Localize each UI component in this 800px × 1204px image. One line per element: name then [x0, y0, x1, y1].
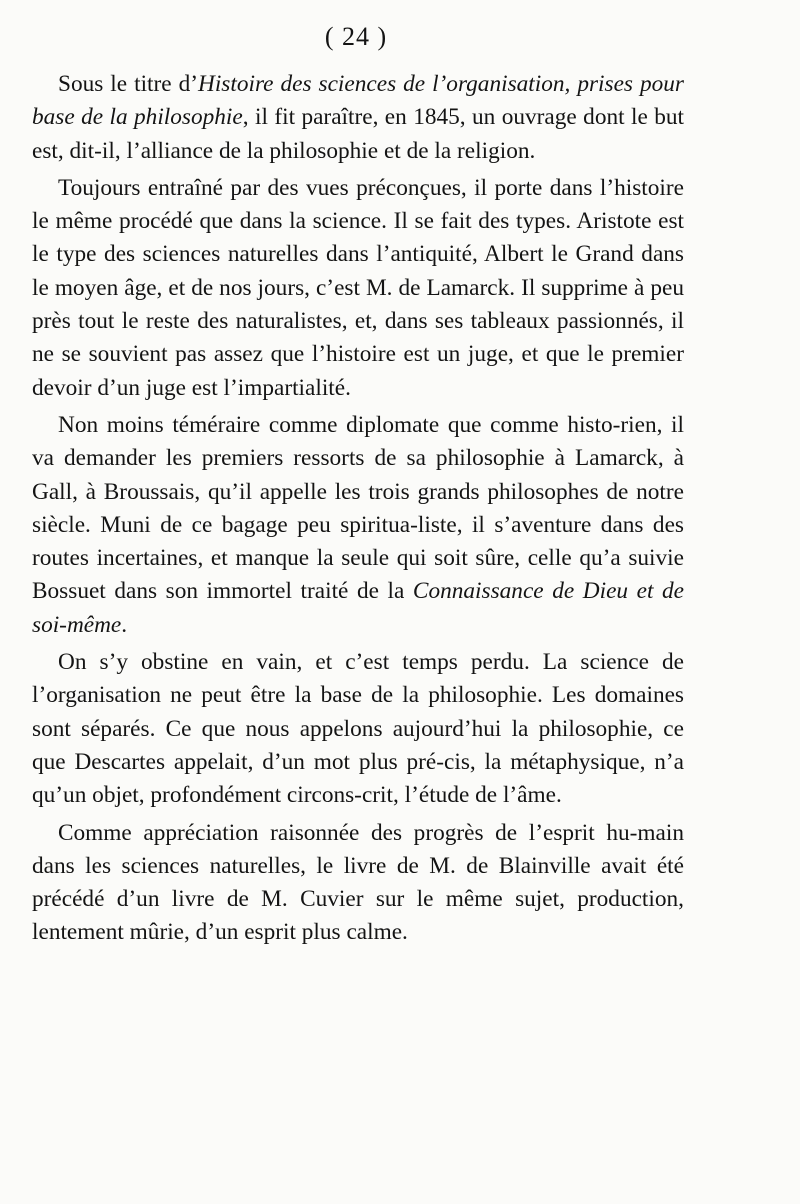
italic-title: Histoire des sciences de l’organisation, prises pour base de la philosophie — [32, 71, 684, 131]
paragraph-5 — [32, 817, 684, 950]
text-run: Non moins téméraire comme diplomate que comme histo-rien, il va demander les premiers ressorts de sa philosophie à Lamarck, à Gall, à Broussais, qu’il appelle les trois grands philosophes de notre siècle. Muni de ce bagage peu spiritua-liste, il s’aventure dans des routes incertaines, et manque la seule qui soit sûre, celle qu’a suivie Bossuet dans son immortel traité de la — [32, 411, 684, 605]
text-run: . — [121, 611, 128, 638]
body-text — [32, 68, 684, 950]
text-run: , il fit paraître, en 1845, un ouvrage dont le but est, dit-il, l’alliance de la philosophie et de la religion. — [32, 104, 684, 164]
paragraph-1 — [32, 68, 684, 168]
paragraph-2 — [32, 172, 684, 405]
italic-title: Connaissance de Dieu et de soi-même — [32, 578, 684, 638]
text-run: Sous le titre d’ — [58, 71, 198, 97]
text-run: Toujours entraîné par des vues préconçues, il porte dans l’histoire le même procédé que dans la science. Il se fait des types. Aristote est le type des sciences naturelles dans l’antiquité, Albert le Grand dans le moyen âge, et de nos jours, c’est M. de Lamarck. Il supprime à peu près tout le reste des naturalistes, et, dans ses tableaux passionnés, il ne se souvient pas assez que l’histoire est un juge, et que le premier devoir d’un juge est l’impartialité. — [32, 174, 684, 401]
page-number: ( 24 ) — [324, 22, 388, 51]
text-run: On s’y obstine en vain, et c’est temps perdu. La science de l’organisation ne peut être la base de la philosophie. Les domaines sont séparés. Ce que nous appelons aujourd’hui la philosophie, ce que Descartes appelait, d’un mot plus pré-cis, la métaphysique, n’a qu’un objet, profondément circons-crit, l’étude de l’âme. — [32, 649, 684, 809]
text-run: Comme appréciation raisonnée des progrès de l’esprit hu-main dans les sciences naturelles, le livre de M. de Blainville avait été précédé d’un livre de M. Cuvier sur le même sujet, production, lentement mûrie, d’un esprit plus calme. — [32, 819, 684, 946]
paragraph-4 — [32, 646, 684, 812]
paragraph-3 — [32, 409, 684, 642]
